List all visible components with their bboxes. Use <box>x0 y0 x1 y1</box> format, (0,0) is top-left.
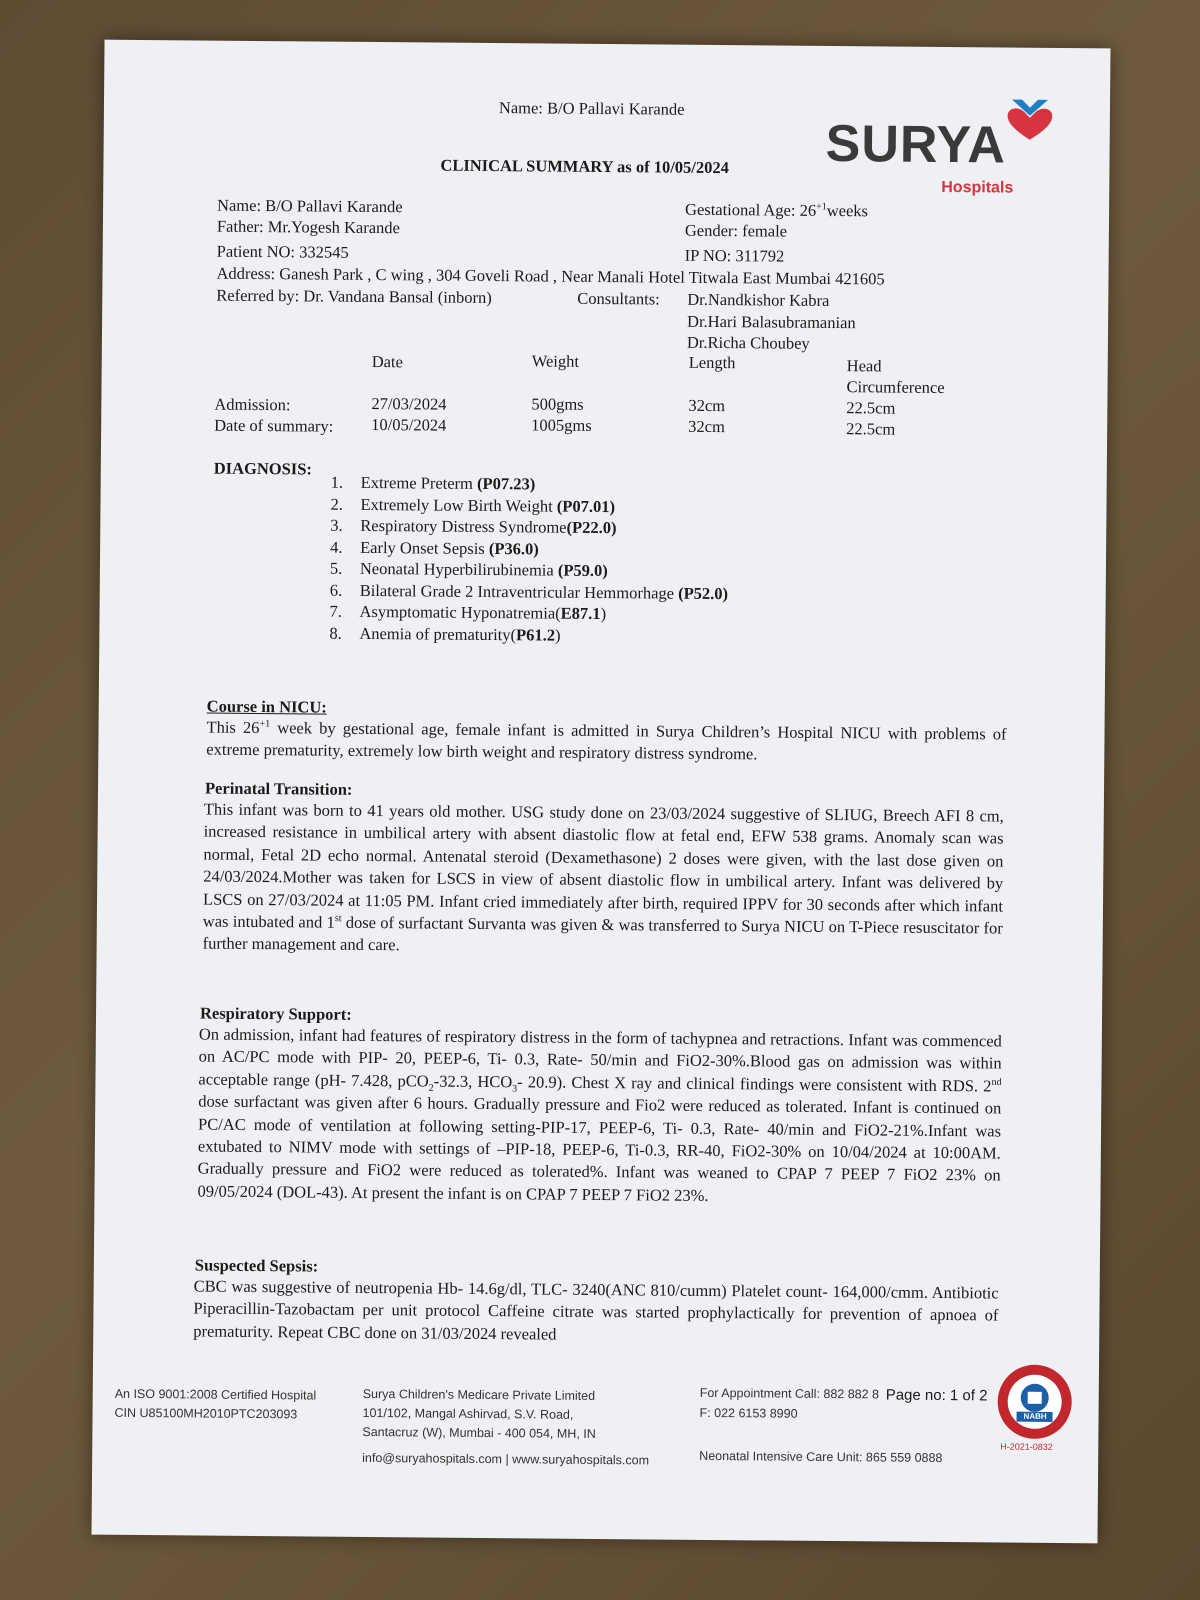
consultant-2: Dr.Hari Balasubramanian <box>687 311 856 333</box>
referred-by: Referred by: Dr. Vandana Bansal (inborn) <box>216 285 492 308</box>
perinatal-heading: Perinatal Transition: <box>204 778 353 799</box>
list-item: 4. Early Onset Sepsis (P36.0) <box>330 537 539 558</box>
list-item: 3. Respiratory Distress Syndrome(P22.0) <box>330 515 617 538</box>
consultant-3: Dr.Richa Choubey <box>686 332 810 353</box>
row-summary-head: 22.5cm <box>846 419 896 439</box>
logo-subtitle: Hospitals <box>941 178 1014 197</box>
list-item: 2. Extremely Low Birth Weight (P07.01) <box>330 494 616 516</box>
list-item: 6. Bilateral Grade 2 Intraventricular Hemmorhage (P52.0) <box>329 580 729 603</box>
consultants-label: Consultants: <box>577 288 660 309</box>
row-summary-length: 32cm <box>688 416 725 437</box>
footer-address-1: 101/102, Mangal Ashirvad, S.V. Road, <box>362 1405 574 1422</box>
col-date: Date <box>371 351 403 372</box>
page-number: Page no: 1 of 2 <box>885 1386 988 1405</box>
footer-iso: An ISO 9001:2008 Certified Hospital <box>114 1386 317 1403</box>
nabh-label: NABH <box>1023 1411 1047 1421</box>
col-circumference: Circumference <box>846 377 945 397</box>
row-admission-length: 32cm <box>688 395 726 416</box>
footer-web: info@suryahospitals.com | www.suryahospitals.com <box>362 1450 650 1468</box>
list-item: 8. Anemia of prematurity(P61.2) <box>329 623 561 645</box>
father-name: Father: Mr.Yogesh Karande <box>216 216 401 238</box>
ip-number: IP NO: 311792 <box>684 245 785 266</box>
list-item: 1. Extreme Preterm (P07.23) <box>330 472 536 494</box>
sepsis-paragraph: CBC was suggestive of neutropenia Hb- 14.6g/dl, TLC- 3240(ANC 810/cumm) Platelet count- 164,000/cmm. Antibiotic Piperacillin-Tazobactam per unit protocol Caffeine citrate was started prophylactically for prevention of apnoea of prematurity. Repeat CBC done on 31/03/2024 revealed <box>193 1276 999 1344</box>
patient-number: Patient NO: 332545 <box>216 241 349 262</box>
diagnosis-list <box>329 472 729 647</box>
respiratory-paragraph: On admission, infant had features of respiratory distress in the form of tachypnea and retractions. Infant was commenced on AC/PC mode with PIP- 20, PEEP-6, Ti- 0.3, Rate- 50/min and FiO2-30%.Blood gas on admission was within acceptable range (pH- 7.428, pCO$_2$-32.3, $HCO_3-$ 20.9). Chest X ray and clinical findings were consistent with RDS. 2nd dose surfactant was given after 6 hours. Gradually pressure and Fio2 were reduced as tolerated. Infant is continued on PC/AC mode of ventilation at following setting-PIP-17, PEEP-6, Ti- 0.3, Rate- 40/min and FiO2-21%.Infant was extubated to NIMV mode with settings of –PIP-18, PEEP-6, Ti-0.3, RR-40, FiO2-30% on 10/04/2024 at 10:00AM. Gradually pressure and FiO2 were reduced as tolerated%. Infant was weaned to CPAP 7 PEEP 7 FiO2 23% on 09/05/2024 (DOL-43). At present the infant is on CPAP 7 PEEP 7 FiO2 23%. <box>197 1024 1002 1205</box>
list-item: 7. Asymptomatic Hyponatremia(E87.1) <box>329 601 607 624</box>
course-heading: Course in NICU: <box>206 696 327 717</box>
document-page <box>91 40 1110 1544</box>
diagnosis-heading: DIAGNOSIS: <box>213 458 312 479</box>
col-length: Length <box>688 352 736 373</box>
address: Address: Ganesh Park , C wing , 304 Goveli Road , Near Manali Hotel Titwala East Mumbai 421605 <box>216 263 885 289</box>
row-admission-head: 22.5cm <box>846 398 896 418</box>
patient-name: Name: B/O Pallavi Karande <box>217 195 403 217</box>
sepsis-heading: Suspected Sepsis: <box>194 1255 319 1276</box>
consultant-1: Dr.Nandkishor Kabra <box>687 289 830 310</box>
footer-cin: CIN U85100MH2010PTC203093 <box>114 1405 298 1422</box>
col-head: Head <box>846 356 882 376</box>
surya-logo <box>825 92 1066 197</box>
list-item: 5. Neonatal Hyperbilirubinemia (P59.0) <box>329 558 608 581</box>
respiratory-heading: Respiratory Support: <box>199 1003 352 1024</box>
footer-company: Surya Children's Medicare Private Limited <box>362 1386 596 1403</box>
header-patient-name: Name: B/O Pallavi Karande <box>498 98 685 119</box>
gender: Gender: female <box>684 220 788 241</box>
col-weight: Weight <box>531 351 580 371</box>
document-title: CLINICAL SUMMARY as of 10/05/2024 <box>440 155 730 178</box>
nabh-seal-icon <box>994 1361 1075 1442</box>
footer-address-2: Santacruz (W), Mumbai - 400 054, MH, IN <box>362 1424 596 1441</box>
nabh-code: H-2021-0832 <box>1000 1441 1053 1452</box>
footer-nicu: Neonatal Intensive Care Unit: 865 559 0888 <box>699 1448 943 1466</box>
row-summary-label: Date of summary: <box>214 415 334 436</box>
course-paragraph: This $26^{+1}$ week by gestational age, female infant is admitted in Surya Children’s Hospital NICU with problems of extreme prematurity, extremely low birth weight and respiratory distress syndrome. <box>206 717 1007 764</box>
row-admission-date: 27/03/2024 <box>371 393 447 414</box>
perinatal-paragraph: This infant was born to 41 years old mother. USG study done on 23/03/2024 suggestive of SLIUG, Breech AFI 8 cm, increased resistance in umbilical artery with absent diastolic flow at fetal end, EFW 538 grams. Anomaly scan was normal, Fetal 2D echo normal. Antenatal steroid (Dexamethasone) 2 doses were given, with the last dose given on 24/03/2024.Mother was taken for LSCS in view of absent diastolic flow in umbilical artery. Infant was delivered by LSCS on 27/03/2024 at 11:05 PM. Infant cried immediately after birth, required IPPV for 30 seconds after which infant was intubated and 1st dose of surfactant Survanta was given & was transferred to Surya NICU on T-Piece resuscitator for further management and care. <box>202 799 1004 955</box>
footer-fax: F: 022 6153 8990 <box>699 1405 798 1421</box>
heart-icon <box>1004 93 1056 141</box>
gestational-age: Gestational Age: $26^{+1}weeks$ <box>685 199 869 221</box>
footer-appointment: For Appointment Call: 882 882 8 <box>699 1385 880 1402</box>
row-admission-weight: 500gms <box>531 394 584 414</box>
row-summary-weight: 1005gms <box>531 415 592 435</box>
logo-word: SURYA <box>825 114 1007 175</box>
row-admission-label: Admission: <box>214 394 291 415</box>
row-summary-date: 10/05/2024 <box>371 414 447 435</box>
nabh-seal <box>994 1361 1075 1442</box>
